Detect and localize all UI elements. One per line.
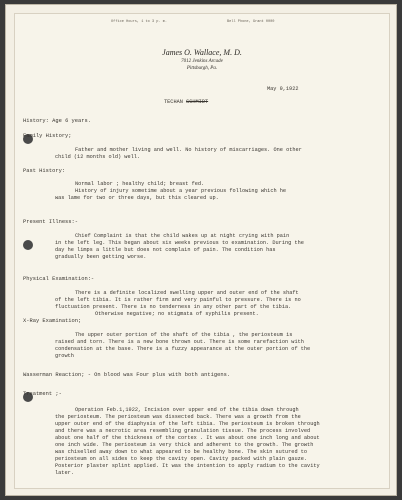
doctor-city: Pittsburgh, Pa. <box>186 66 218 71</box>
xray-line: raised and torn. There is a new bone thrown out. There is some rarefaction with <box>55 339 304 345</box>
physical-exam-line: of the left tibia. It is rather firm and very painful to pressure. There is no <box>55 297 301 303</box>
xray-label: X-Ray Examination; <box>23 318 82 324</box>
treatment-line: periosteum on all sides to keep the cavity open. Cavity packed with plain gauze. <box>55 456 308 462</box>
treatment-label: Treatment ;- <box>23 391 62 397</box>
past-history-line: was lame for two or three days, but this cleared up. <box>55 195 219 201</box>
present-illness-line: Chief Complaint is that the child wakes up at night crying with pain <box>75 233 290 239</box>
treatment-line: and there was a necrotic area resembling granulation tissue. The process involved <box>55 428 311 434</box>
history-value: Age 6 years. <box>52 118 91 124</box>
treatment-line: Posterior plaster splint applied. It was the intention to apply radium to the cavity <box>55 463 320 469</box>
treatment-line: later. <box>55 470 74 476</box>
present-illness-line: gradually been getting worse. <box>55 254 147 260</box>
physical-exam-label: Physical Examination:- <box>23 276 95 282</box>
treatment-line: about one half of the thickness of the cortex . It was about one inch long and about <box>55 435 320 441</box>
family-history-label: Family History; <box>23 133 72 139</box>
xray-line: growth <box>55 353 74 359</box>
past-history-label: Past History: <box>23 168 66 174</box>
treatment-line: Operation Feb.1,1922, Incision over upper end of the tibia down through <box>75 407 299 413</box>
physical-exam-line: Otherwise negative; no stigmata of syphilis present. <box>95 311 259 317</box>
wassermann-line: Wasserman Reaction; - On blood was Four plus with both antigens. <box>23 372 231 378</box>
family-history-line: child (12 months old) well. <box>55 154 141 160</box>
scan-frame <box>5 4 397 496</box>
xray-line: condensation at the base. There is a fuzzy appearance at the outer portion of the <box>55 346 311 352</box>
phone-number: Bell Phone, Grant 0000 <box>227 20 275 24</box>
present-illness-line: in the left leg. This began about six weeks previous to examination. During the <box>55 240 304 246</box>
history-line <box>23 118 91 125</box>
treatment-line: upper outer end of the diaphysis of the left tibia. The periosteum is broken through <box>55 421 320 427</box>
treatment-line: one inch wide. The periosteum is very thick and adherent to the growth. The growth <box>55 442 314 448</box>
treatment-line: was chiselled away down to what appeared to be healthy bone. The skin sutured to <box>55 449 308 455</box>
physical-exam-line: There is a definite localized swelling upper and outer end of the shaft <box>75 290 299 296</box>
past-history-line: History of injury sometime about a year previous following which he <box>75 188 287 194</box>
letter-date: May 9,1922 <box>267 86 299 92</box>
doctor-address: 7012 Jenkins Arcade <box>181 59 223 64</box>
patient-name-text: TECHAN <box>164 99 183 105</box>
struck-name: SCHMIDT <box>186 99 209 105</box>
office-hours: Office Hours, 1 to 3 p. m. <box>111 20 168 24</box>
physical-exam-line: fluctuation present. There is no tenderness in any other part of the tibia. <box>55 304 292 310</box>
patient-name <box>164 99 208 106</box>
family-history-line: Father and mother living and well. No history of miscarriages. One other <box>75 147 302 153</box>
treatment-line: the periosteum. The periosteum was dissected back. There was a growth from the <box>55 414 301 420</box>
history-label: History: <box>23 118 49 124</box>
document-page <box>14 13 390 489</box>
binder-hole-icon <box>23 240 33 250</box>
present-illness-label: Present Illness:- <box>23 219 78 225</box>
doctor-name: James O. Wallace, M. D. <box>162 48 242 57</box>
xray-line: The upper outer portion of the shaft of the tibia , the periosteum is <box>75 332 293 338</box>
past-history-line: Normal labor ; healthy child; breast fed. <box>75 181 205 187</box>
present-illness-line: day he limps a little but does not complain of pain. The condition has <box>55 247 276 253</box>
